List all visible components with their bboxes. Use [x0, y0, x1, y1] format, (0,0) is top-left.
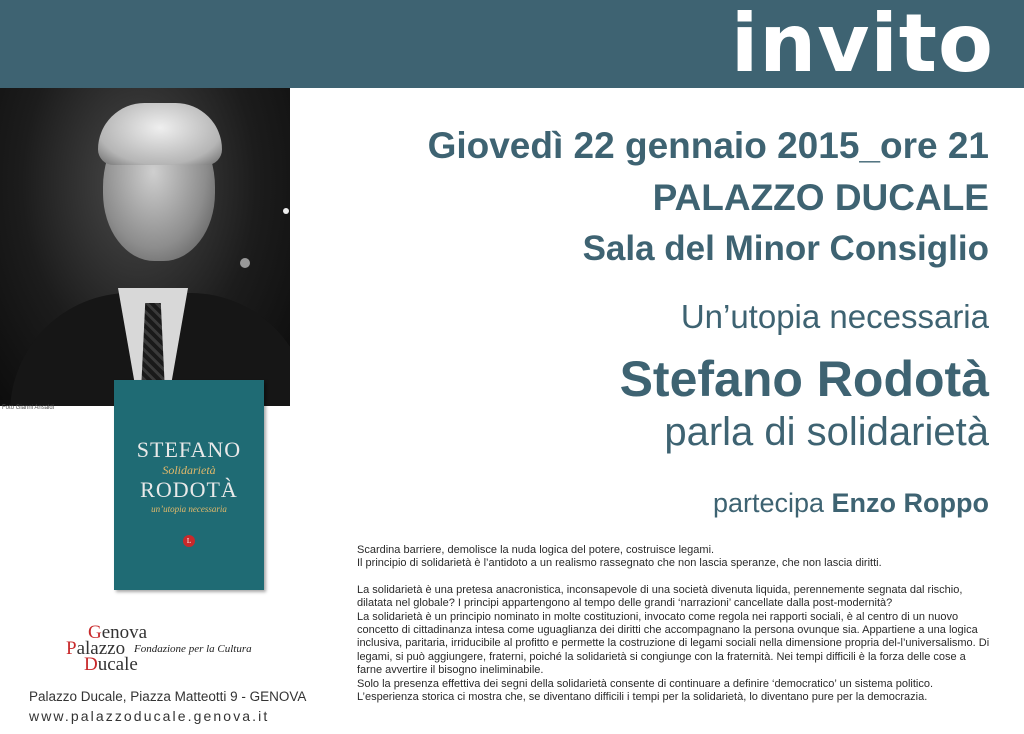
venue-address: Palazzo Ducale, Piazza Matteotti 9 - GENOVA	[29, 689, 307, 704]
body-paragraph: L’esperienza storica ci mostra che, se diventano difficili i tempi per la solidarietà, lo diventano pure per la democrazia.	[357, 691, 928, 704]
event-room: Sala del Minor Consiglio	[582, 229, 989, 268]
photo-credit: Foto Gianni Ansaldi	[2, 405, 55, 411]
book-subtitle: un’utopia necessaria	[151, 504, 227, 514]
background-light	[283, 208, 289, 214]
event-venue: PALAZZO DUCALE	[652, 177, 989, 218]
palazzo-ducale-logo: Genova Palazzo Ducale Fondazione per la Cultura	[66, 622, 252, 675]
event-date: Giovedì 22 gennaio 2015_ore 21	[427, 125, 989, 166]
hair-shape	[98, 103, 222, 165]
book-title: Solidarietà	[162, 463, 216, 477]
guest-line	[713, 488, 989, 519]
header-bar	[0, 0, 1024, 88]
book-author-first: STEFANO	[136, 437, 242, 462]
intro-paragraph: Scardina barriere, demolisce la nuda logica del potere, costruisce legami.	[357, 544, 715, 556]
event-subtitle: Un’utopia necessaria	[680, 298, 989, 335]
logo-tagline: Fondazione per la Cultura	[134, 643, 252, 655]
website-link[interactable]: www.palazzoducale.genova.it	[29, 708, 270, 724]
guest-prefix: partecipa	[712, 488, 825, 518]
guest-name: Enzo Roppo	[831, 488, 989, 518]
speaker-name: Stefano Rodotà	[619, 351, 989, 407]
speaker-photo	[0, 88, 290, 406]
invitation-title: invito	[730, 0, 994, 90]
book-cover	[114, 380, 264, 590]
body-paragraph: Solo la presenza effettiva dei segni della solidarietà consente di continuare a definire ‘democratico’ un sistema politico.	[357, 677, 934, 690]
body-paragraph: La solidarietà è una pretesa anacronistica, inconsapevole di una società divenuta liquida, perennemente segnata dal rischio, dilatata nel globale? I principi appartengono al tempo delle grandi ‘narrazioni’ cancellate dalla post-modernità?	[357, 583, 963, 610]
background-light	[240, 258, 250, 268]
event-topic: parla di solidarietà	[664, 410, 989, 454]
book-author-last: RODOTÀ	[140, 477, 238, 502]
intro-paragraph: Il principio di solidarietà è l’antidoto a un realismo rassegnato che non lascia speranze, che non lascia diritti.	[357, 557, 882, 570]
publisher-logo-icon: L	[183, 535, 195, 547]
event-description	[357, 544, 993, 704]
body-paragraph: La solidarietà è un principio nominato in molte costituzioni, invocato come regola nei rapporti sociali, è al centro di un nuovo concetto di cittadinanza intesa come uguaglianza dei diritti che accompagnano la persona ovunque sia. Appartiene a una logica inclusiva, paritaria, irriducibile al profitto e permette la costruzione di legami sociali nella dimensione propria del-l’universalismo. Di legami, si può aggiungere, fraterni, poiché la solidarietà si congiunge con la fraternità. Nei tempi difficili è la forza delle cose a farne avvertire il bisogno ineliminabile.	[357, 610, 990, 677]
